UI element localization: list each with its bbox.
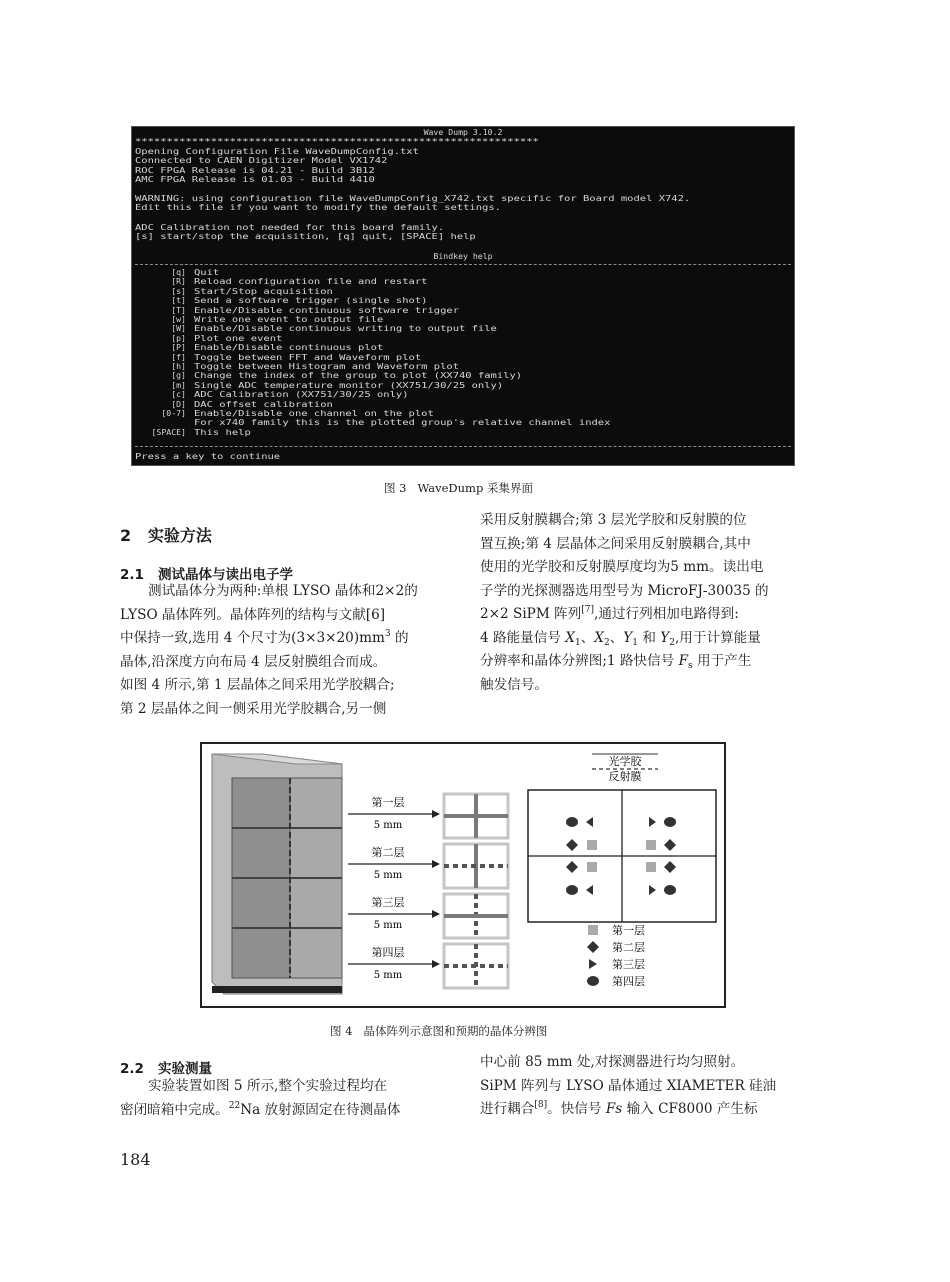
help-desc: Enable/Disable one channel on the plot bbox=[194, 408, 434, 418]
help-key: [s] bbox=[171, 285, 186, 296]
section-2-1-heading: 2.1 测试晶体与读出电子学 bbox=[120, 567, 294, 583]
figure-4-crystal-array-diagram bbox=[200, 742, 726, 1008]
text-segment: 1 bbox=[632, 637, 639, 648]
text-segment: 用于产生 bbox=[692, 653, 752, 669]
text-segment: 3 bbox=[384, 629, 391, 639]
terminal-line: Opening Configuration File WaveDumpConfig.txt bbox=[135, 146, 419, 156]
legend-square-icon bbox=[588, 925, 598, 935]
text-line bbox=[480, 556, 763, 580]
help-desc: Start/Stop acquisition bbox=[194, 285, 333, 296]
flood-map-marker-layer-4 bbox=[664, 817, 676, 827]
help-desc: Enable/Disable continuous plot bbox=[194, 342, 384, 353]
text-segment: 中保持一致,选用 4 个尺寸为(3×3×20)mm bbox=[120, 630, 385, 646]
help-key: [T] bbox=[171, 304, 186, 315]
text-segment: 、 bbox=[609, 629, 624, 646]
help-desc: For x740 family this is the plotted group's relative channel index bbox=[194, 417, 611, 428]
help-desc: This help bbox=[194, 426, 251, 437]
crystal-block-base bbox=[212, 986, 342, 993]
help-key: [h] bbox=[171, 361, 186, 371]
help-desc: DAC offset calibration bbox=[194, 398, 333, 409]
terminal-prompt: Press a key to continue bbox=[135, 451, 281, 461]
text-line bbox=[480, 509, 747, 533]
text-segment: 2 bbox=[603, 637, 610, 648]
text-line bbox=[480, 674, 548, 698]
text-line bbox=[120, 674, 395, 698]
legend-layer-label: 第一层 bbox=[612, 924, 645, 937]
section-2-1-left-paragraph bbox=[120, 580, 452, 725]
layer-label: 第三层 bbox=[371, 896, 405, 909]
section-2-1-right-paragraph bbox=[480, 509, 812, 699]
terminal-separator bbox=[135, 264, 791, 265]
terminal-bindkey-title: Bindkey help bbox=[433, 251, 493, 261]
thickness-label: 5 mm bbox=[373, 920, 403, 931]
flood-map-marker-layer-4 bbox=[664, 885, 676, 895]
text-segment: F bbox=[678, 653, 689, 669]
terminal-line: [s] start/stop the acquisition, [q] quit, [SPACE] help bbox=[135, 231, 476, 242]
text-segment: Na 放射源固定在待测晶体 bbox=[240, 1101, 401, 1118]
text-segment: 使用的光学胶和反射膜厚度均为5 mm。读出电 bbox=[480, 559, 764, 575]
terminal-line: AMC FPGA Release is 01.03 - Build 4410 bbox=[135, 174, 375, 185]
text-segment: 子学的光探测器选用型号为 MicroFJ-30035 的 bbox=[480, 582, 769, 599]
terminal-line: WARNING: using configuration file WaveDumpConfig_X742.txt specific for Board model X742. bbox=[135, 193, 691, 203]
text-segment: X bbox=[565, 629, 575, 646]
help-key: [q] bbox=[171, 267, 186, 277]
text-segment: 实验装置如图 5 所示,整个实验过程均在 bbox=[148, 1078, 388, 1094]
help-key: [t] bbox=[171, 295, 186, 306]
text-segment: [7] bbox=[581, 605, 594, 615]
help-key: [SPACE] bbox=[151, 426, 186, 437]
help-desc: Enable/Disable continuous software trigger bbox=[194, 304, 459, 315]
flood-map-marker-layer-4 bbox=[566, 885, 578, 895]
help-key: [m] bbox=[171, 379, 186, 390]
flood-map-marker-layer-4 bbox=[566, 817, 578, 827]
text-segment: 进行耦合 bbox=[480, 1101, 535, 1117]
terminal-separator bbox=[135, 446, 791, 447]
text-line bbox=[120, 698, 386, 722]
legend-optical-glue: 光学胶 bbox=[608, 755, 642, 768]
help-row bbox=[132, 428, 794, 437]
text-segment: LYSO 晶体阵列。晶体阵列的结构与文献[6] bbox=[120, 606, 386, 623]
terminal-line: Edit this file if you want to modify the default settings. bbox=[135, 202, 501, 213]
legend-reflector: 反射膜 bbox=[608, 770, 642, 783]
text-segment: 的 bbox=[390, 630, 409, 646]
text-line bbox=[120, 1099, 400, 1123]
text-segment: SiPM 阵列与 LYSO 晶体通过 XIAMETER 硅油 bbox=[480, 1077, 777, 1094]
text-line bbox=[480, 533, 751, 557]
text-segment: Y bbox=[623, 629, 633, 646]
text-segment: 测试晶体分为两种:单根 LYSO 晶体和2×2的 bbox=[148, 583, 418, 599]
layer-label: 第四层 bbox=[371, 946, 405, 959]
legend-circle-icon bbox=[587, 976, 599, 986]
legend-layer-label: 第四层 bbox=[612, 975, 645, 988]
layer-label: 第一层 bbox=[371, 796, 405, 809]
flood-map-marker-layer-1 bbox=[587, 862, 597, 872]
section-2-2-heading: 2.2 实验测量 bbox=[120, 1061, 213, 1077]
text-segment: 4 路能量信号 bbox=[480, 629, 566, 646]
text-line bbox=[148, 580, 418, 604]
help-key: [w] bbox=[171, 314, 186, 324]
text-line bbox=[120, 604, 385, 628]
text-line bbox=[480, 627, 761, 651]
help-desc: Quit bbox=[194, 267, 220, 277]
text-segment: 采用反射膜耦合;第 3 层光学胶和反射膜的位 bbox=[480, 512, 747, 528]
text-segment: 晶体,沿深度方向布局 4 层反射膜组合而成。 bbox=[120, 653, 387, 670]
text-segment: 1 bbox=[574, 637, 581, 648]
text-line bbox=[480, 1098, 758, 1122]
text-segment: 、 bbox=[580, 629, 595, 646]
help-desc: Change the index of the group to plot (XX740 family) bbox=[194, 370, 523, 381]
terminal-title: Wave Dump 3.10.2 bbox=[423, 127, 503, 137]
terminal-line: ROC FPGA Release is 04.21 - Build 3B12 bbox=[135, 164, 375, 175]
help-desc: Send a software trigger (single shot) bbox=[194, 295, 428, 306]
legend-layer-label: 第三层 bbox=[612, 958, 645, 971]
text-segment: s bbox=[688, 661, 693, 671]
text-segment: ,通过行列相加电路得到: bbox=[594, 606, 739, 622]
help-key: [W] bbox=[171, 323, 186, 334]
figure-3-caption: 图 3 WaveDump 采集界面 bbox=[384, 481, 533, 495]
text-line bbox=[148, 1075, 387, 1099]
terminal-line: Connected to CAEN Digitizer Model VX1742 bbox=[135, 155, 388, 166]
text-segment: 置互换;第 4 层晶体之间采用反射膜耦合,其中 bbox=[480, 535, 751, 552]
text-segment: 和 bbox=[638, 629, 661, 646]
help-key: [R] bbox=[171, 276, 186, 287]
flood-map-marker-layer-1 bbox=[646, 840, 656, 850]
terminal-star-rule: **************************************************************** bbox=[135, 136, 539, 146]
text-segment: 中心前 85 mm 处,对探测器进行均匀照射。 bbox=[480, 1054, 745, 1070]
text-segment: 分辨率和晶体分辨图;1 路快信号 bbox=[480, 653, 679, 669]
help-key: [g] bbox=[171, 370, 186, 381]
text-segment: 。快信号 bbox=[547, 1101, 606, 1117]
help-desc: Single ADC temperature monitor (XX751/30/25 only) bbox=[194, 379, 504, 390]
help-key: [0-7] bbox=[161, 408, 186, 418]
section-2-heading: 2 实验方法 bbox=[120, 526, 212, 545]
section-2-2-left-paragraph bbox=[120, 1075, 452, 1125]
text-segment: 输入 CF8000 产生标 bbox=[622, 1101, 758, 1117]
page-number: 184 bbox=[120, 1150, 151, 1169]
layer-label: 第二层 bbox=[371, 846, 405, 859]
help-desc: Toggle between Histogram and Waveform plot bbox=[194, 361, 459, 371]
wavedump-terminal-screenshot bbox=[131, 126, 795, 466]
text-line bbox=[480, 1075, 776, 1099]
help-desc: Reload configuration file and restart bbox=[194, 276, 428, 287]
text-line bbox=[120, 651, 386, 675]
text-segment: 触发信号。 bbox=[480, 676, 548, 693]
text-segment: 22 bbox=[228, 1100, 241, 1111]
flood-map-marker-layer-1 bbox=[587, 840, 597, 850]
text-line bbox=[480, 603, 739, 627]
text-segment: 2×2 SiPM 阵列 bbox=[480, 606, 582, 622]
text-segment: 第 2 层晶体之间一侧采用光学胶耦合,另一侧 bbox=[120, 700, 387, 717]
help-desc: Enable/Disable continuous writing to output file bbox=[194, 323, 497, 334]
help-key: [f] bbox=[171, 351, 186, 362]
text-segment: ,用于计算能量 bbox=[674, 629, 761, 646]
figure-4-caption: 图 4 晶体阵列示意图和预期的晶体分辨图 bbox=[330, 1024, 548, 1038]
help-desc: Write one event to output file bbox=[194, 314, 384, 324]
text-segment: [8] bbox=[534, 1100, 548, 1110]
help-key: [D] bbox=[171, 398, 186, 409]
help-key: [P] bbox=[171, 342, 186, 353]
text-line bbox=[480, 650, 751, 674]
legend-layer-label: 第二层 bbox=[612, 941, 645, 954]
thickness-label: 5 mm bbox=[373, 820, 403, 831]
text-segment: Y bbox=[660, 629, 670, 646]
text-line bbox=[120, 627, 409, 651]
thickness-label: 5 mm bbox=[373, 970, 403, 981]
text-segment: 2 bbox=[669, 637, 675, 648]
help-desc: ADC Calibration (XX751/30/25 only) bbox=[194, 389, 409, 400]
help-key: [p] bbox=[171, 332, 186, 343]
text-segment: 密闭暗箱中完成。 bbox=[120, 1101, 229, 1118]
text-line bbox=[480, 1051, 744, 1075]
section-2-2-right-paragraph bbox=[480, 1051, 812, 1126]
thickness-label: 5 mm bbox=[373, 870, 403, 881]
flood-map-marker-layer-1 bbox=[646, 862, 656, 872]
terminal-line: ADC Calibration not needed for this board family. bbox=[135, 222, 445, 232]
text-segment: 如图 4 所示,第 1 层晶体之间采用光学胶耦合; bbox=[120, 677, 395, 693]
text-segment: X bbox=[594, 629, 604, 646]
help-key: [c] bbox=[171, 389, 186, 400]
text-line bbox=[480, 580, 769, 604]
help-desc: Plot one event bbox=[194, 332, 283, 343]
help-desc: Toggle between FFT and Waveform plot bbox=[194, 351, 422, 362]
text-segment: Fs bbox=[605, 1101, 623, 1117]
crystal-block-3d bbox=[212, 754, 342, 994]
